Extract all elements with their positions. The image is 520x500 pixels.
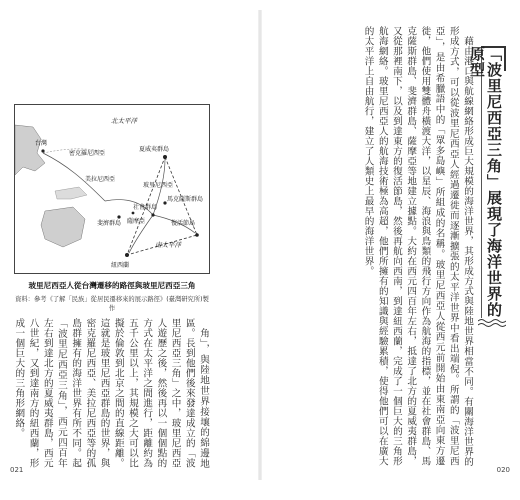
chapter-title: 「波里尼西亞三角」展現了海洋世界的原型 <box>468 46 503 318</box>
wave-ornament <box>478 318 506 328</box>
fiji-label: 斐濟群島 <box>97 220 122 227</box>
samoa-dot <box>132 212 135 215</box>
nz-dot <box>125 253 129 257</box>
new-guinea-landmass <box>55 187 87 199</box>
page-number-left: 021 <box>10 466 24 474</box>
chapter-title-block <box>468 46 506 318</box>
marquesas-label: 馬克薩斯群島 <box>167 196 204 203</box>
nz-label: 紐西蘭 <box>111 262 130 269</box>
society-label: 社會群島 <box>133 204 158 211</box>
fiji-dot <box>117 215 120 218</box>
right-paragraph: 藉由港口與航線網絡形成巨大規模的海洋世界，其形成方式與陸地世界相當不同。有關海洋世界的形成方式，可以從波里尼西亞人經過遷徙而逐漸擴張的太平洋世界中看出端倪。所謂的「波里尼西亞」，是由希臘語中的「眾多島嶼」所組成的名稱。玻里尼西亞人從西元前開始由東南亞向東方遷徙，他們使用雙體舟橫渡大洋，以星辰、海浪與鳥類的飛行方向作為航海的指標，並在社會群島、馬克薩斯群島、斐濟群島、薩摩亞等地建立據點。大約在西元四百年左右，抵達了北方的夏威夷群島，又從那裡南下，以及到達東方的復活節島，然後再航向西南，到達紐西蘭，完成了一個巨大的三角形航海網絡。玻里尼西亞人的航海技術極為高超，他們所擁有的知識與經驗累積，使得他們可以在廣大的太平洋上自由航行，建立了人類史上最早的海洋世界。 <box>362 26 473 466</box>
left-page <box>8 18 256 480</box>
society-dot <box>151 213 154 216</box>
migration-map <box>14 104 210 274</box>
page-number-right: 020 <box>496 466 510 474</box>
micronesia-label: 密克羅尼西亞 <box>69 150 106 157</box>
map-source-note: 資料：參考《了解「民族」從居民遷移來的展示路徑》(臺灣研究所)製作 <box>15 296 209 312</box>
left-text-column <box>14 318 210 468</box>
hawaii-label: 夏威夷群島 <box>139 146 170 153</box>
hawaii-dot <box>163 155 167 159</box>
asia-landmass <box>15 125 48 175</box>
easter-label: 復活節島 <box>171 220 196 227</box>
map-svg <box>15 105 211 275</box>
easter-dot <box>195 233 199 237</box>
right-page <box>264 18 512 480</box>
samoa-label: 薩摩亞 <box>127 218 146 225</box>
taiwan-label: 台灣 <box>35 140 48 147</box>
map-caption: 玻里尼西亞人從台灣遷移的路徑與玻里尼西亞三角 <box>28 281 196 290</box>
australia-landmass <box>41 207 85 247</box>
polynesia-label: 玻里尼西亞 <box>143 182 174 189</box>
left-paragraph: 角」，與陸地世界接壤的綿邊地區。長到他們後來發達成立的「波里尼西亞三角」之中，玻里尼西亞人遊歷之後，然後再以一個個點的方式在太平洋之間進行，距離約為五千公里以上，其規模之大可以比擬於倫敦到北京之間的直線距離。這就是玻里尼西亞群島的世界，與密克羅尼西亞、美拉尼西亞等的孤島群擁有的海洋世界有所不同。起「波里尼西亞三角」，西元四百年左右到達北方的夏威夷群島，西元八世紀，又到達南方的紐西蘭，形成一個巨大的三角形網絡。 <box>13 318 209 468</box>
taiwan-dot <box>41 149 44 152</box>
melanesia-label: 美拉尼西亞 <box>85 176 116 183</box>
right-text-column <box>270 26 474 466</box>
book-gutter <box>258 10 262 480</box>
ocean-south-label: 南太平洋 <box>155 241 181 249</box>
ocean-north-label: 北太平洋 <box>111 117 137 125</box>
